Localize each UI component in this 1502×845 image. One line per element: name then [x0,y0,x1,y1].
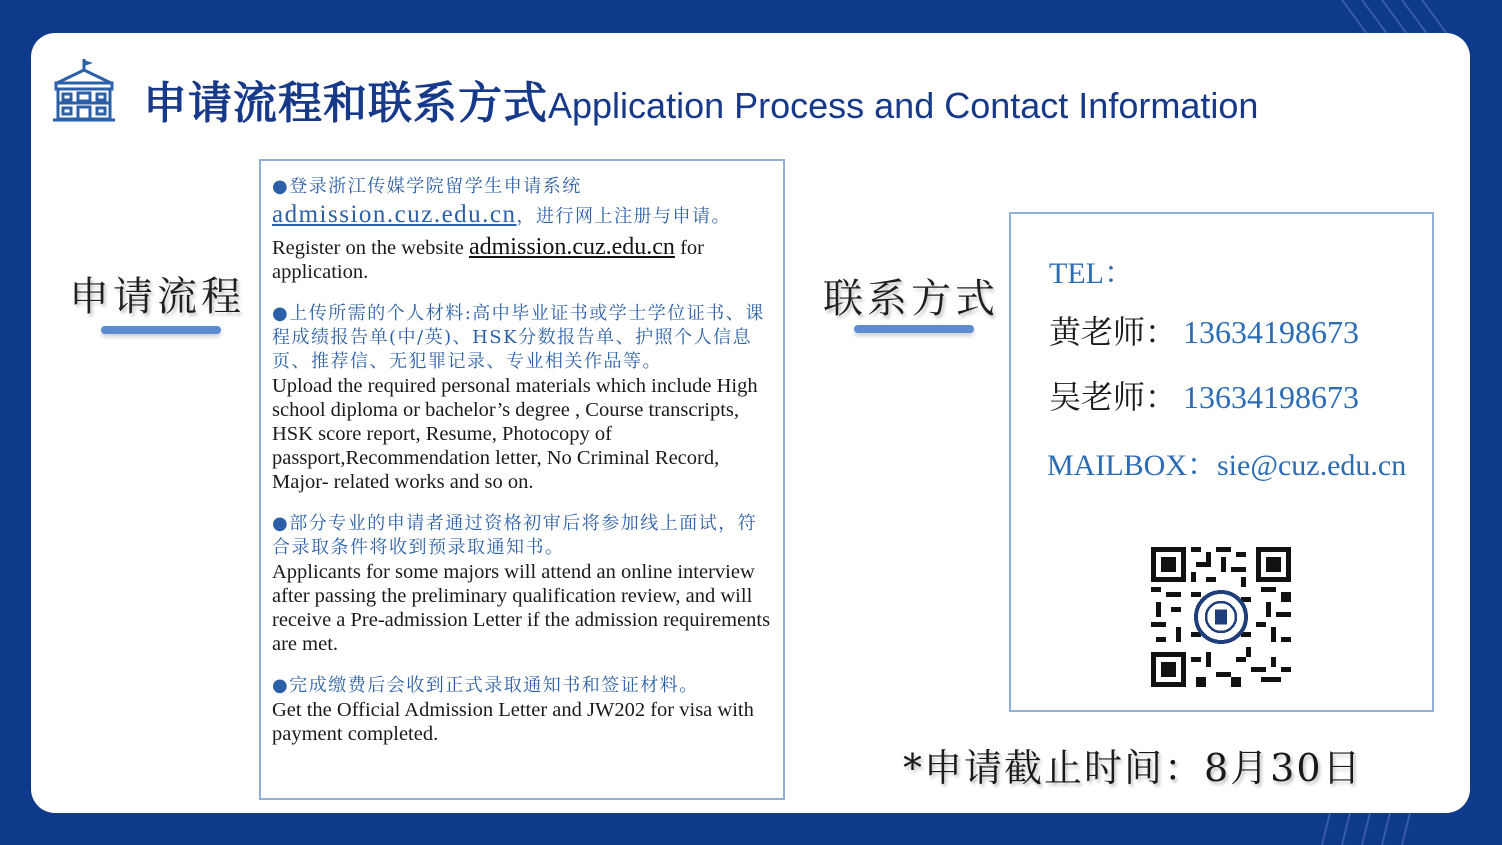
page-title-en: Application Process and Contact Information [548,85,1259,126]
teacher-wu-name: 吴老师： [1049,378,1178,416]
mailbox-label: MAILBOX： [1047,449,1217,482]
process-label: 申请流程 [69,274,245,320]
step-1-zh-suffix: ，进行网上注册与申请。 [516,206,732,227]
page-title [143,67,1258,131]
content-card [31,33,1470,813]
process-box [259,159,785,800]
mailbox-email[interactable]: sie@cuz.edu.cn [1217,449,1407,482]
step-2-zh: ●上传所需的个人材料:高中毕业证书或学士学位证书、课程成绩报告单(中/英)、HSK分数报告单、护照个人信息页、推荐信、无犯罪记录、专业相关作品等。 [272,303,765,372]
admission-link-en[interactable]: admission.cuz.edu.cn [468,234,675,260]
teacher-huang [1049,307,1359,353]
teacher-huang-name: 黄老师： [1049,313,1178,351]
page-title-zh: 申请流程和联系方式 [143,79,548,128]
process-label-underline [101,326,221,334]
step-3-en: Applicants for some majors will attend an online interview after passing the preliminary qualification review, and will receive a Pre-admission Letter if the admission requirements are met. [272,561,771,655]
teacher-wu [1049,372,1359,418]
step-1-zh-line2 [272,199,773,233]
step-4-en: Get the Official Admission Letter and JW202 for visa with payment completed. [272,699,754,745]
step-1-en-suffix: for application. [272,237,704,283]
step-1-en [272,235,773,284]
step-4-zh: ●完成缴费后会收到正式录取通知书和签证材料。 [272,675,699,696]
contact-box [1009,212,1434,712]
step-1 [272,175,773,284]
school-building-icon [53,57,115,123]
step-3-zh: ●部分专业的申请者通过资格初审后将参加线上面试，符合录取条件将收到预录取通知书。 [272,513,758,558]
step-4 [272,674,773,746]
contact-label: 联系方式 [823,276,999,322]
qr-code-icon[interactable] [1151,547,1291,687]
step-1-en-prefix: Register on the website [272,237,469,259]
step-2 [272,302,773,494]
teacher-wu-phone[interactable]: 13634198673 [1183,379,1360,415]
contact-label-underline [854,325,974,333]
step-1-zh: ●登录浙江传媒学院留学生申请系统 [272,176,582,197]
mailbox [1047,440,1406,484]
step-3 [272,512,773,656]
step-2-en: Upload the required personal materials which include High school diploma or bachelor’s degree , Course transcripts, HSK score report, Resume, Photocopy of passport,Recommendation letter, No Criminal Record, Major- related works and so on. [272,375,758,493]
deadline: *申请截止时间：8月30日 [903,746,1363,790]
teacher-huang-phone[interactable]: 13634198673 [1183,314,1360,350]
admission-link-zh[interactable]: admission.cuz.edu.cn [272,201,517,228]
tel-label: TEL： [1049,257,1134,290]
